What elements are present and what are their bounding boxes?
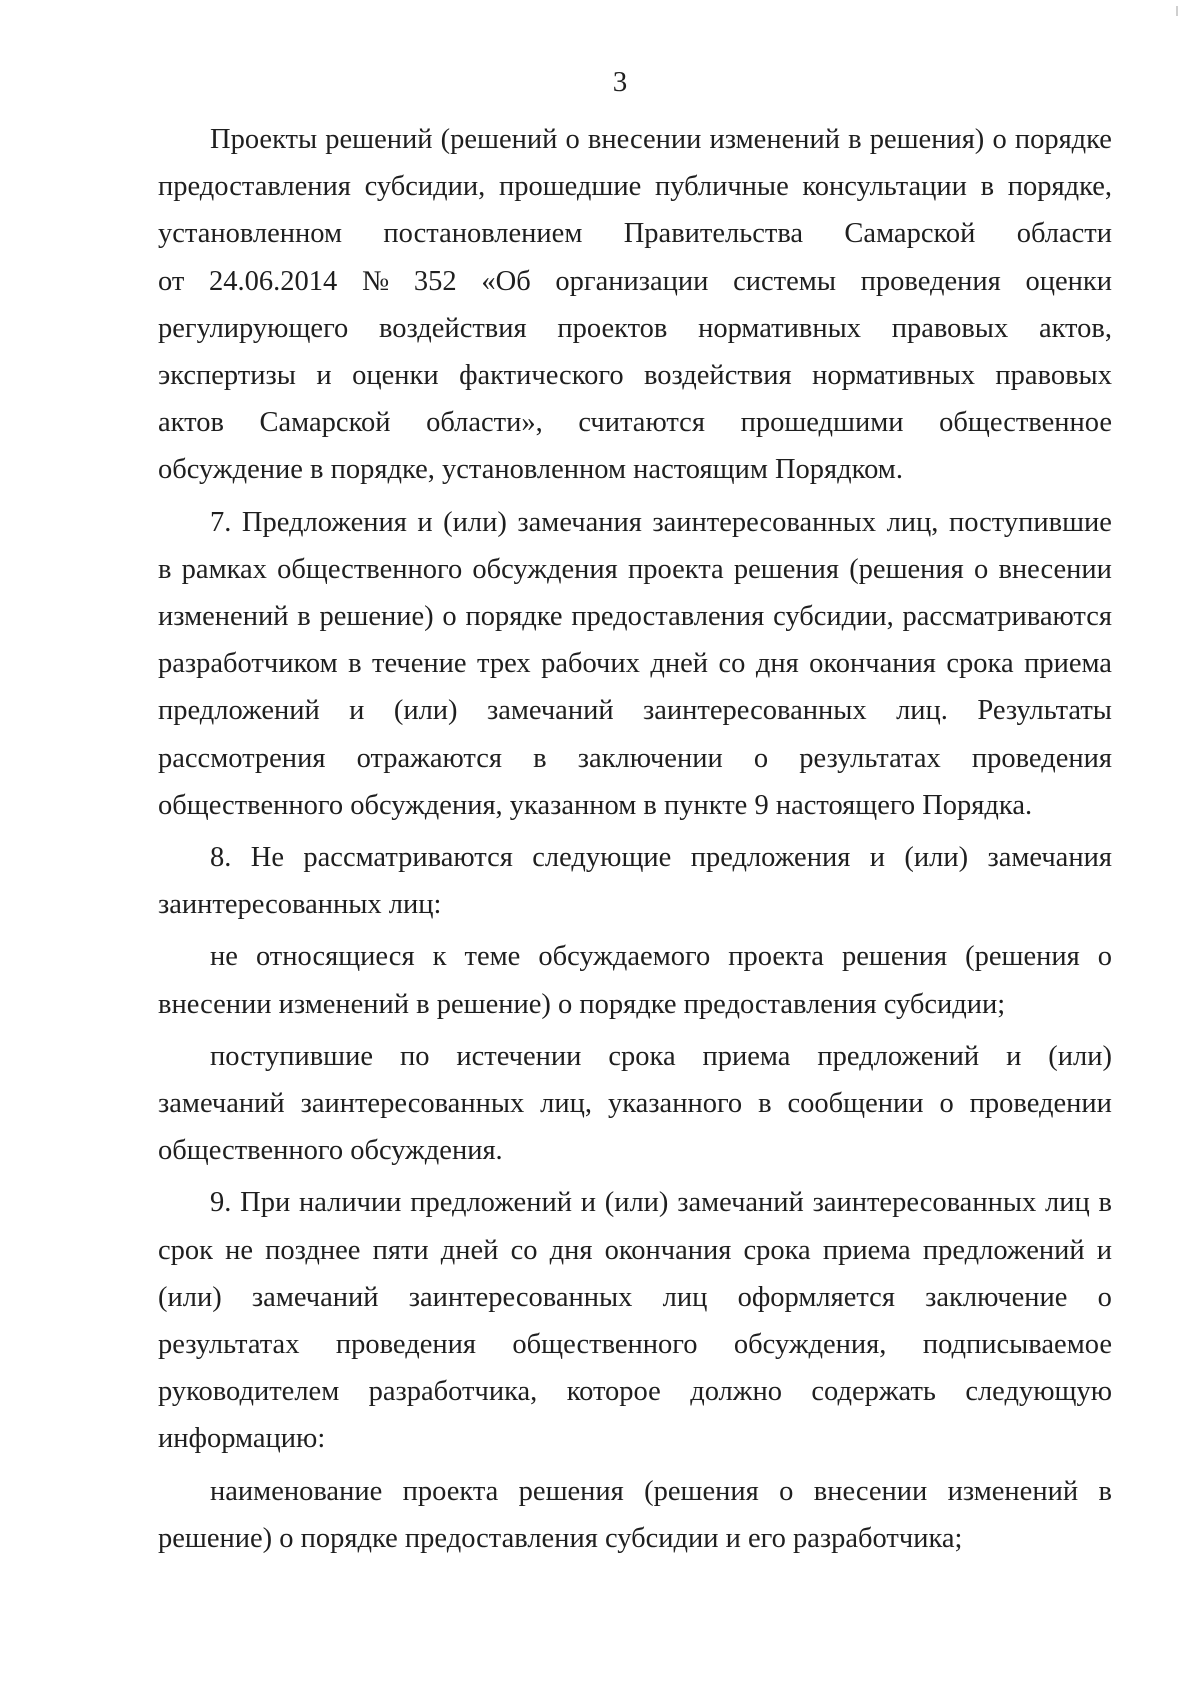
text-line	[158, 735, 1112, 782]
word: рассмотрения	[158, 742, 326, 774]
word: наличии	[298, 1187, 402, 1219]
text-line	[158, 1368, 1112, 1415]
word: о	[753, 742, 769, 774]
word: рамках	[181, 553, 267, 585]
word: замечаний	[486, 695, 614, 727]
word: обсуждения,	[733, 1329, 887, 1361]
text-line	[158, 834, 1112, 881]
word: приема	[822, 1234, 911, 1266]
word: проекта	[627, 553, 724, 585]
word: системы	[733, 265, 836, 297]
word: консультации	[802, 171, 967, 203]
word: позднее	[265, 1234, 361, 1266]
text-line	[158, 546, 1112, 593]
word: общественного	[512, 1329, 698, 1361]
text-line: заинтересованных лиц:	[158, 889, 442, 921]
word: решения)	[869, 124, 985, 155]
word: (решения	[644, 1475, 759, 1507]
word: дня	[549, 1234, 593, 1266]
word: течение	[372, 648, 467, 680]
word: не	[225, 1234, 254, 1266]
word: фактического	[459, 360, 624, 392]
word: нормативных	[812, 360, 975, 392]
word: не	[210, 941, 238, 973]
text-line	[158, 499, 1112, 546]
word: и	[349, 695, 365, 727]
word: заключении	[577, 742, 723, 774]
word: окончания	[809, 648, 936, 680]
word: рассматриваются	[902, 601, 1112, 633]
word: Самарской	[259, 407, 391, 439]
word: предложения	[690, 842, 851, 874]
word: лиц	[1044, 1187, 1090, 1219]
paragraph-p7	[158, 499, 1112, 829]
word: о	[939, 1088, 954, 1120]
document-body	[158, 116, 1112, 1567]
word: предложений	[817, 1040, 980, 1072]
word: 352	[413, 265, 457, 297]
text-line	[158, 1321, 1112, 1368]
word: проектов	[557, 312, 668, 344]
word: следующие	[532, 842, 672, 874]
word: разработчиком	[158, 648, 338, 680]
scan-mark	[1176, 6, 1178, 16]
word: внесении	[813, 1475, 928, 1507]
paragraph-p8-b	[158, 1033, 1112, 1175]
word: заинтересованных	[408, 1281, 633, 1313]
word: изменений	[158, 601, 289, 633]
word: 24.06.2014	[209, 265, 338, 297]
word: к	[432, 941, 447, 973]
word: проведении	[969, 1088, 1112, 1120]
word: указанного	[607, 1088, 743, 1120]
text-line: общественного обсуждения, указанном в пункте 9 настоящего Порядка.	[158, 789, 1033, 821]
word: считаются	[578, 407, 705, 439]
text-line: общественного обсуждения.	[158, 1135, 503, 1167]
word: срока	[743, 1234, 811, 1266]
word: приема	[1024, 648, 1112, 680]
word: в	[1098, 1187, 1112, 1219]
word: воздействия	[644, 360, 792, 392]
word: решение)	[319, 601, 434, 633]
word: замечаний	[677, 1187, 804, 1219]
word: области»,	[426, 407, 543, 439]
word: прошедшими	[740, 407, 904, 439]
word: (решения	[849, 553, 964, 585]
word: экспертизы	[158, 360, 296, 392]
word: результатах	[799, 742, 941, 774]
word: (решений	[440, 124, 558, 155]
text-line	[158, 258, 1112, 305]
word: и	[1006, 1040, 1022, 1072]
word: области	[1016, 218, 1112, 250]
word: предложений	[410, 1187, 572, 1219]
word: замечания	[987, 842, 1112, 874]
word: заинтересованных	[812, 1187, 1037, 1219]
word: теме	[464, 941, 521, 973]
word: (решения	[965, 941, 1080, 973]
word: поступившие	[948, 506, 1112, 538]
word: замечания	[517, 506, 642, 538]
word: о	[992, 124, 1007, 155]
word: Не	[250, 842, 284, 874]
word: в	[297, 601, 311, 633]
word: в	[1098, 1475, 1112, 1507]
text-line	[158, 1179, 1112, 1226]
word: подписываемое	[922, 1329, 1112, 1361]
word: порядке	[1014, 124, 1112, 155]
word: организации	[555, 265, 709, 297]
text-line	[158, 1274, 1112, 1321]
word: отражаются	[356, 742, 502, 774]
word: в	[158, 553, 172, 585]
word: и	[1096, 1234, 1112, 1266]
word: замечаний	[158, 1088, 285, 1120]
word: дней	[440, 1234, 499, 1266]
word: результатах	[158, 1329, 300, 1361]
word: в	[533, 742, 547, 774]
text-line	[158, 352, 1112, 399]
text-line: решение) о порядке предоставления субсидии и его разработчика;	[158, 1522, 963, 1554]
word: правовых	[995, 360, 1112, 392]
word: руководителем	[158, 1376, 340, 1408]
word: (или)	[393, 695, 458, 727]
word: прошедшие	[498, 171, 642, 203]
word: о	[442, 601, 457, 633]
word: внесении	[998, 553, 1112, 585]
text-line	[158, 1080, 1112, 1127]
word: по	[399, 1040, 430, 1072]
word: в	[348, 648, 362, 680]
word: дня	[755, 648, 799, 680]
word: в	[758, 1088, 772, 1120]
word: разработчика,	[368, 1376, 538, 1408]
word: рабочих	[541, 648, 640, 680]
word: о	[1097, 941, 1112, 973]
word: (или)	[158, 1281, 222, 1313]
word: лиц	[662, 1281, 708, 1313]
word: заключение	[925, 1281, 1068, 1313]
word: проведения	[335, 1329, 476, 1361]
word: Предложения	[241, 506, 407, 538]
text-line	[158, 640, 1112, 687]
word: поступившие	[210, 1040, 373, 1072]
text-line	[158, 163, 1112, 210]
word: актов,	[1038, 312, 1112, 344]
word: «Об	[481, 265, 531, 297]
word: замечаний	[251, 1281, 379, 1313]
word: о	[565, 124, 580, 155]
word: 9.	[210, 1187, 232, 1219]
word: правовых	[891, 312, 1009, 344]
word: (или)	[604, 1187, 669, 1219]
word: изменений	[947, 1475, 1079, 1507]
word: субсидии,	[773, 601, 894, 633]
word: следующую	[965, 1376, 1112, 1408]
word: проекта	[728, 941, 824, 973]
text-line	[158, 687, 1112, 734]
word: заинтересованных	[300, 1088, 525, 1120]
paragraph-p8	[158, 834, 1112, 928]
word: лиц,	[886, 506, 939, 538]
word: Правительства	[623, 218, 804, 250]
word: решения	[841, 941, 948, 973]
word: публичные	[654, 171, 789, 203]
word: о	[974, 553, 989, 585]
word: решения	[518, 1475, 624, 1507]
word: общественного	[277, 553, 463, 585]
word: решения	[733, 553, 839, 585]
text-line	[158, 399, 1112, 446]
word: содержать	[811, 1376, 936, 1408]
word: обсуждения	[472, 553, 618, 585]
word: относящиеся	[255, 941, 415, 973]
word: установленном	[158, 218, 343, 250]
text-line	[158, 116, 1112, 163]
word: и	[869, 842, 885, 874]
word: предложений	[922, 1234, 1085, 1266]
word: наименование	[210, 1475, 383, 1507]
word: оценки	[1025, 265, 1112, 297]
word: сообщении	[787, 1088, 924, 1120]
word: общественное	[939, 407, 1112, 439]
word: воздействия	[379, 312, 527, 344]
word: окончания	[604, 1234, 732, 1266]
word: При	[240, 1187, 291, 1219]
word: истечении	[456, 1040, 582, 1072]
page-number: 3	[612, 66, 628, 98]
text-line: обсуждение в порядке, установленном настоящим Порядком.	[158, 454, 903, 486]
word: трех	[477, 648, 531, 680]
word: рассматриваются	[303, 842, 513, 874]
word: о	[1097, 1281, 1112, 1313]
word: в	[848, 124, 862, 155]
word: предоставления	[571, 601, 765, 633]
word: и	[417, 506, 433, 538]
paragraph-p9-a	[158, 1468, 1112, 1562]
word: дней	[650, 648, 708, 680]
word: Проекты	[210, 124, 318, 155]
word: и	[580, 1187, 596, 1219]
text-line	[158, 1468, 1112, 1515]
word: изменений	[709, 124, 840, 155]
paragraph-p8-a	[158, 933, 1112, 1027]
word: (или)	[443, 506, 507, 538]
word: 7.	[210, 506, 232, 538]
word: 8.	[210, 842, 232, 874]
word: регулирующего	[158, 312, 349, 344]
word: в	[980, 171, 995, 203]
word: которое	[566, 1376, 661, 1408]
word: обсуждаемого	[538, 941, 711, 973]
text-line	[158, 305, 1112, 352]
word: порядке	[465, 601, 563, 633]
word: срок	[158, 1234, 213, 1266]
paragraph-p9	[158, 1179, 1112, 1462]
word: от	[158, 265, 185, 297]
paragraph-p-intro	[158, 116, 1112, 494]
word: о	[779, 1475, 794, 1507]
word: проекта	[402, 1475, 499, 1507]
word: предоставления	[158, 171, 351, 203]
word: и	[316, 360, 332, 392]
word: срока	[608, 1040, 676, 1072]
text-line	[158, 933, 1112, 980]
word: лиц.	[896, 695, 948, 727]
word: №	[362, 265, 390, 297]
word: постановлением	[383, 218, 583, 250]
text-line: внесении изменений в решение) о порядке предоставления субсидии;	[158, 988, 1006, 1020]
word: проведения	[971, 742, 1112, 774]
text-line: информацию:	[158, 1423, 326, 1455]
word: порядке,	[1007, 171, 1112, 203]
word: пяти	[372, 1234, 429, 1266]
word: Самарской	[844, 218, 976, 250]
word: нормативных	[698, 312, 861, 344]
word: срока	[946, 648, 1014, 680]
word: предложений	[158, 695, 320, 727]
word: (или)	[904, 842, 969, 874]
word: должно	[690, 1376, 782, 1408]
text-line	[158, 210, 1112, 257]
word: проведения	[860, 265, 1001, 297]
word: субсидии,	[364, 171, 486, 203]
word: (или)	[1048, 1040, 1112, 1072]
word: со	[718, 648, 746, 680]
text-line	[158, 1227, 1112, 1274]
text-line	[158, 1033, 1112, 1080]
word: решений	[325, 124, 433, 155]
word: Результаты	[977, 695, 1112, 727]
word: внесении	[587, 124, 702, 155]
word: со	[510, 1234, 538, 1266]
word: заинтересованных	[643, 695, 867, 727]
text-line	[158, 593, 1112, 640]
word: оценки	[352, 360, 439, 392]
word: приема	[702, 1040, 791, 1072]
word: заинтересованных	[652, 506, 877, 538]
word: актов	[158, 407, 224, 439]
word: лиц,	[540, 1088, 593, 1120]
word: оформляется	[737, 1281, 895, 1313]
